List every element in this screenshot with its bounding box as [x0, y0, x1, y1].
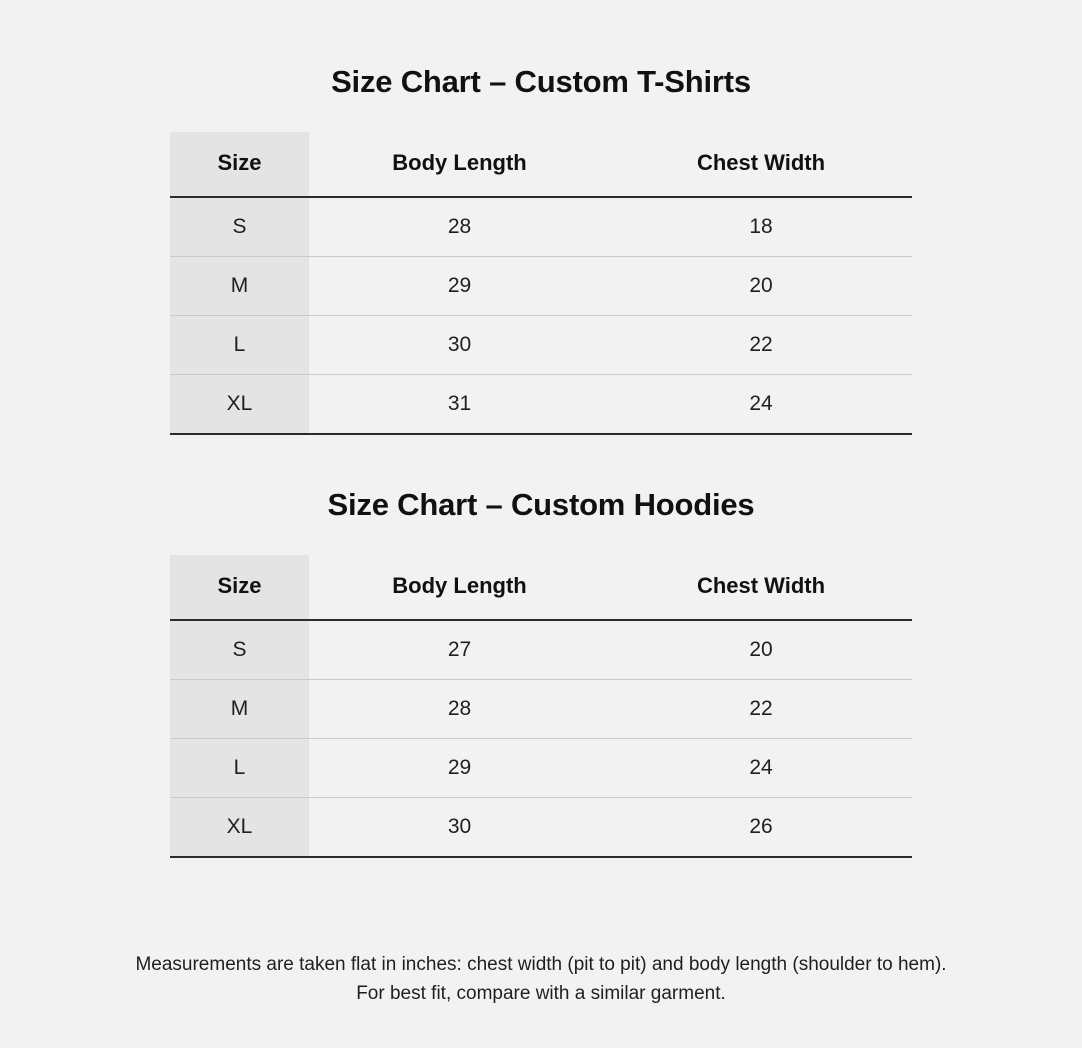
column-header-chest-width: Chest Width [610, 132, 912, 197]
table-header-row [170, 132, 912, 197]
cell-body-length: 28 [309, 197, 610, 257]
cell-body-length: 30 [309, 798, 610, 858]
footnote-line-1: Measurements are taken flat in inches: chest width (pit to pit) and body length (shoulder to hem). [135, 954, 947, 975]
cell-chest-width: 22 [610, 680, 912, 739]
table-header-row [170, 555, 912, 620]
cell-chest-width: 18 [610, 197, 912, 257]
table-row [170, 739, 912, 798]
column-header-size: Size [170, 132, 309, 197]
cell-chest-width: 24 [610, 739, 912, 798]
table-row [170, 257, 912, 316]
table-row [170, 197, 912, 257]
cell-body-length: 29 [309, 739, 610, 798]
cell-chest-width: 20 [610, 257, 912, 316]
cell-body-length: 27 [309, 620, 610, 680]
column-header-body-length: Body Length [309, 555, 610, 620]
cell-chest-width: 26 [610, 798, 912, 858]
cell-size: M [170, 680, 309, 739]
hoodie-size-table [170, 555, 912, 858]
cell-body-length: 30 [309, 316, 610, 375]
hoodie-size-chart-section [0, 435, 1082, 858]
cell-body-length: 28 [309, 680, 610, 739]
cell-size: L [170, 316, 309, 375]
column-header-body-length: Body Length [309, 132, 610, 197]
cell-size: S [170, 197, 309, 257]
table-row [170, 680, 912, 739]
table-row [170, 316, 912, 375]
tshirt-table-head [170, 132, 912, 197]
tshirt-size-table [170, 132, 912, 435]
column-header-chest-width: Chest Width [610, 555, 912, 620]
hoodie-chart-title: Size Chart – Custom Hoodies [327, 487, 755, 522]
column-header-size: Size [170, 555, 309, 620]
cell-chest-width: 24 [610, 375, 912, 435]
hoodie-table-body [170, 620, 912, 857]
tshirt-chart-title: Size Chart – Custom T-Shirts [331, 64, 751, 99]
measurement-footnote [0, 950, 1082, 1008]
cell-size: M [170, 257, 309, 316]
footnote-line-2: For best fit, compare with a similar garment. [356, 983, 726, 1004]
cell-chest-width: 20 [610, 620, 912, 680]
table-row [170, 375, 912, 435]
cell-size: L [170, 739, 309, 798]
tshirt-table-wrapper [170, 100, 912, 435]
table-row [170, 798, 912, 858]
tshirt-size-chart-section [0, 0, 1082, 435]
cell-size: XL [170, 375, 309, 435]
cell-chest-width: 22 [610, 316, 912, 375]
table-row [170, 620, 912, 680]
hoodie-table-wrapper [170, 523, 912, 858]
cell-body-length: 29 [309, 257, 610, 316]
cell-body-length: 31 [309, 375, 610, 435]
tshirt-table-body [170, 197, 912, 434]
cell-size: XL [170, 798, 309, 858]
hoodie-table-head [170, 555, 912, 620]
cell-size: S [170, 620, 309, 680]
